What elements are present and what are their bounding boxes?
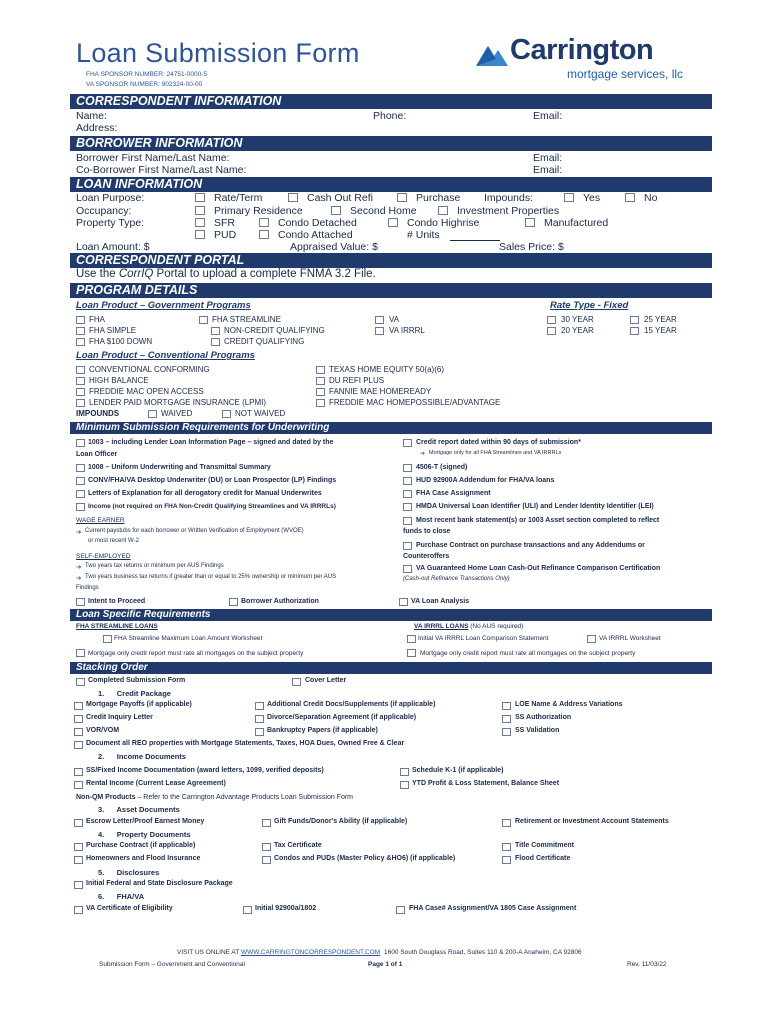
purchase-contract-checkbox[interactable]: [403, 542, 412, 550]
va-worksheet-label: VA IRRRL Worksheet: [599, 635, 661, 642]
non-qm-text: – Refer to the Carrington Advantage Products Loan Submission Form: [135, 794, 354, 801]
units-underline[interactable]: [450, 240, 500, 241]
non-qm-title: Non-QM Products: [76, 794, 136, 801]
tax-cert-checkbox[interactable]: [262, 843, 271, 851]
loe-label: Letters of Explanation for all derogatory credit for Manual Underwrites: [88, 490, 322, 497]
borrower-heading: BORROWER INFORMATION: [70, 136, 712, 151]
credit-report-label: Credit report dated within 90 days of submission*: [416, 439, 581, 446]
initial-disclosure-label: Initial Federal and State Disclosure Package: [86, 880, 233, 887]
purchase-checkbox[interactable]: [397, 193, 407, 202]
reo-label: Document all REO properties with Mortgage Statements, Taxes, HOA Dues, Owned Free & Clear: [86, 740, 405, 747]
va-cert-checkbox[interactable]: [74, 906, 83, 914]
conv-conforming-label: CONVENTIONAL CONFORMING: [89, 365, 210, 374]
portal-name: CorrIQ: [118, 268, 154, 280]
condos-checkbox[interactable]: [262, 856, 271, 864]
correspondent-phone-label: Phone:: [373, 110, 407, 122]
footer-visit: [177, 949, 380, 956]
1003-label: 1003 – including Lender Loan Information Page – signed and dated by the: [88, 439, 334, 446]
homeowners-label: Homeowners and Flood Insurance: [86, 855, 201, 862]
pud-checkbox[interactable]: [195, 230, 205, 239]
va-irrrl-checkbox[interactable]: [375, 327, 384, 335]
credit-report-checkbox[interactable]: [403, 439, 412, 447]
co-borrower-email-label: Email:: [533, 164, 563, 176]
impounds-program-label: IMPOUNDS: [76, 409, 120, 418]
freddie-access-checkbox[interactable]: [76, 388, 85, 396]
footer-address: 1600 South Douglass Road, Suites 110 & 200-A Anaheim, CA 92806: [384, 949, 582, 956]
correspondent-heading: CORRESPONDENT INFORMATION: [70, 94, 712, 109]
homeready-label: FANNIE MAE HOMEREADY: [329, 387, 432, 396]
1003-label-cont: Loan Officer: [76, 451, 118, 458]
footer-form-name: Submission Form – Government and Conventional: [99, 961, 245, 968]
credit-inquiry-checkbox[interactable]: [74, 715, 83, 723]
portal-text-post: Portal to upload a complete FNMA 3.2 File.: [153, 268, 376, 280]
ss-auth-checkbox[interactable]: [502, 715, 511, 723]
15-year-label: 15 YEAR: [644, 326, 677, 335]
ss-auth-label: SS Authorization: [515, 714, 572, 721]
initial-929-label: Initial 92900a/1802: [255, 905, 317, 912]
bank-statement-label-cont: funds to close: [403, 528, 451, 535]
va-comparison-note: (Cash-out Refinance Transactions Only): [403, 576, 510, 582]
wage-item-2: or most recent W-2: [88, 538, 139, 544]
15-year-checkbox[interactable]: [630, 327, 639, 335]
manufactured-checkbox[interactable]: [525, 218, 535, 227]
30-year-checkbox[interactable]: [547, 316, 556, 324]
wage-item-1: Current paystubs for each borrower or Written Verification of Employment (WVOE): [85, 528, 304, 534]
income-documents-heading: 2. Income Documents: [98, 752, 186, 761]
logo-name: Carrington: [510, 34, 654, 66]
du-refi-label: DU REFI PLUS: [329, 376, 385, 385]
title-commitment-label: Title Commitment: [515, 842, 574, 849]
purchase-contract-stack-label: Purchase Contract (if applicable): [86, 842, 196, 849]
footer-revision: Rev. 11/03/22: [627, 961, 667, 968]
hmda-label: HMDA Universal Loan Identifier (ULI) and Lender Identity Identifier (LEI): [416, 503, 654, 510]
cash-out-checkbox[interactable]: [288, 193, 298, 202]
hmda-checkbox[interactable]: [403, 503, 412, 511]
4506t-checkbox[interactable]: [403, 464, 412, 472]
loe-name-checkbox[interactable]: [502, 702, 511, 710]
logo-subtitle: mortgage services, llc: [567, 67, 684, 81]
fha-case-label: FHA Case Assignment: [416, 490, 491, 497]
va-comparison-label: VA Guaranteed Home Loan Cash-Out Refinance Comparison Certification: [416, 565, 661, 572]
arrow-right-icon: ➔: [420, 451, 426, 457]
lpmi-label: LENDER PAID MORTGAGE INSURANCE (LPMI): [89, 398, 267, 407]
condo-detached-checkbox[interactable]: [259, 218, 269, 227]
program-details-heading: PROGRAM DETAILS: [70, 283, 712, 298]
wage-earner-heading: WAGE EARNER: [76, 517, 125, 524]
fha-va-heading: 6. FHA/VA: [98, 892, 145, 901]
fha-streamline-loans-heading: FHA STREAMLINE LOANS: [76, 623, 158, 630]
fha-streamline-checkbox[interactable]: [199, 316, 208, 324]
impounds-no-checkbox[interactable]: [625, 193, 635, 202]
du-lp-checkbox[interactable]: [76, 477, 85, 485]
non-credit-label: NON-CREDIT QUALIFYING: [224, 326, 325, 335]
bankruptcy-label: Bankruptcy Papers (if applicable): [267, 727, 378, 734]
homepossible-checkbox[interactable]: [316, 399, 325, 407]
divorce-label: Divorce/Separation Agreement (if applicable): [267, 714, 417, 721]
pud-label: PUD: [214, 229, 237, 241]
not-waived-label: NOT WAIVED: [235, 409, 286, 418]
loan-amount-label: Loan Amount: $: [76, 241, 150, 253]
investment-label: Investment Properties: [457, 205, 560, 217]
30-year-label: 30 YEAR: [561, 315, 594, 324]
tax-cert-label: Tax Certificate: [274, 842, 322, 849]
hud-label: HUD 92900A Addendum for FHA/VA loans: [416, 477, 555, 484]
texas-label: TEXAS HOME EQUITY 50(a)(6): [329, 365, 444, 374]
ss-fixed-checkbox[interactable]: [74, 768, 83, 776]
completed-form-checkbox[interactable]: [76, 678, 85, 686]
credit-qualifying-label: CREDIT QUALIFYING: [224, 337, 305, 346]
va-irrrl-label: VA IRRRL: [389, 326, 425, 335]
credit-package-heading: 1. Credit Package: [98, 689, 171, 698]
condo-attached-checkbox[interactable]: [259, 230, 269, 239]
loan-purpose-label: Loan Purpose:: [76, 192, 145, 204]
condo-detached-label: Condo Detached: [278, 217, 357, 229]
second-home-checkbox[interactable]: [331, 206, 341, 215]
correspondent-address-label: Address:: [76, 122, 118, 134]
portal-heading: CORRESPONDENT PORTAL: [70, 253, 712, 268]
footer-visit-text: VISIT US ONLINE AT: [177, 949, 241, 956]
25-year-label: 25 YEAR: [644, 315, 677, 324]
lpmi-checkbox[interactable]: [76, 399, 85, 407]
va-checkbox[interactable]: [375, 316, 384, 324]
fha-simple-checkbox[interactable]: [76, 327, 85, 335]
condos-label: Condos and PUDs (Master Policy &HO6) (if applicable): [274, 855, 456, 862]
25-year-checkbox[interactable]: [630, 316, 639, 324]
appraised-value-label: Appraised Value: $: [290, 241, 378, 253]
condo-attached-label: Condo Attached: [278, 229, 353, 241]
loan-specific-heading: Loan Specific Requirements: [70, 609, 712, 621]
investment-checkbox[interactable]: [438, 206, 448, 215]
income-label: Income (not required on FHA Non-Credit Qualifying Streamlines and VA IRRRLs): [88, 503, 336, 510]
cover-letter-label: Cover Letter: [305, 677, 347, 684]
underwriting-heading: Minimum Submission Requirements for Underwriting: [70, 422, 712, 434]
high-balance-checkbox[interactable]: [76, 377, 85, 385]
1008-label: 1008 – Uniform Underwriting and Transmittal Summary: [88, 464, 271, 471]
credit-report-note: Mortgage only for all FHA Streamlines and VA IRRRLs: [429, 450, 562, 456]
initial-929-checkbox[interactable]: [243, 906, 252, 914]
gift-funds-checkbox[interactable]: [262, 819, 271, 827]
fha-streamline-label: FHA STREAMLINE: [212, 315, 281, 324]
correspondent-email-label: Email:: [533, 110, 563, 122]
co-borrower-name-label: Co-Borrower First Name/Last Name:: [76, 164, 247, 176]
reo-checkbox[interactable]: [74, 741, 83, 749]
arrow-right-icon: ➔: [76, 564, 82, 571]
intent-label: Intent to Proceed: [88, 598, 146, 605]
portal-text-pre: Use the: [76, 268, 119, 280]
va-worksheet-checkbox[interactable]: [587, 635, 596, 643]
20-year-label: 20 YEAR: [561, 326, 594, 335]
bankruptcy-checkbox[interactable]: [255, 728, 264, 736]
self-employed-heading: SELF-EMPLOYED: [76, 553, 131, 560]
additional-credit-label: Additional Credit Docs/Supplements (if applicable): [267, 701, 436, 708]
du-refi-checkbox[interactable]: [316, 377, 325, 385]
fha-case-assignment-label: FHA Case# Assignment/VA 1805 Case Assignment: [409, 905, 577, 912]
income-checkbox[interactable]: [76, 503, 85, 511]
second-home-label: Second Home: [350, 205, 417, 217]
sfr-checkbox[interactable]: [195, 218, 205, 227]
k1-checkbox[interactable]: [400, 768, 409, 776]
fha-case-checkbox[interactable]: [403, 490, 412, 498]
non-qm-note: [76, 794, 353, 801]
va-analysis-checkbox[interactable]: [399, 598, 408, 606]
sfr-label: SFR: [214, 217, 235, 229]
du-lp-label: CONV/FHA/VA Desktop Underwriter (DU) or Loan Prospector (LP) Findings: [88, 477, 337, 484]
va-mortgage-only-checkbox[interactable]: [407, 649, 416, 657]
credit-inquiry-label: Credit Inquiry Letter: [86, 714, 153, 721]
fha-mortgage-only-checkbox[interactable]: [76, 649, 85, 657]
loe-name-label: LOE Name & Address Variations: [515, 701, 623, 708]
portal-instructions: [76, 268, 376, 280]
gov-programs-heading: Loan Product – Government Programs: [76, 300, 251, 311]
loe-checkbox[interactable]: [76, 490, 85, 498]
high-balance-label: HIGH BALANCE: [89, 376, 149, 385]
mortgage-payoffs-label: Mortgage Payoffs (if applicable): [86, 701, 192, 708]
4506t-label: 4506-T (signed): [416, 464, 468, 471]
ytd-label: YTD Profit & Loss Statement, Balance Sheet: [412, 780, 560, 787]
arrow-right-icon: ➔: [76, 529, 82, 536]
condo-highrise-checkbox[interactable]: [388, 218, 398, 227]
va-sponsor-number: VA SPONSOR NUMBER: 902324-00-00: [86, 81, 203, 88]
self-item-1: Two years tax returns or minimum per AUS Findings: [85, 563, 224, 569]
manufactured-label: Manufactured: [544, 217, 609, 229]
self-item-3: Findings: [76, 585, 99, 591]
hud-checkbox[interactable]: [403, 477, 412, 485]
rate-term-label: Rate/Term: [214, 192, 263, 204]
purchase-contract-label-cont: Counteroffers: [403, 553, 450, 560]
intent-checkbox[interactable]: [76, 598, 85, 606]
va-cert-label: VA Certificate of Eligibility: [86, 905, 173, 912]
title-commitment-checkbox[interactable]: [502, 843, 511, 851]
ss-validation-checkbox[interactable]: [502, 728, 511, 736]
rental-label: Rental Income (Current Lease Agreement): [86, 780, 226, 787]
homeready-checkbox[interactable]: [316, 388, 325, 396]
cover-letter-checkbox[interactable]: [292, 678, 301, 686]
stacking-heading: Stacking Order: [70, 662, 712, 674]
bank-statement-label: Most recent bank statement(s) or 1003 Asset section completed to reflect: [416, 517, 660, 524]
purchase-label: Purchase: [416, 192, 461, 204]
purchase-contract-label: Purchase Contract on purchase transactions and any Addendums or: [416, 542, 645, 549]
completed-form-label: Completed Submission Form: [88, 677, 186, 684]
fha-label: FHA: [89, 315, 105, 324]
asset-documents-heading: 3. Asset Documents: [98, 805, 180, 814]
purchase-contract-stack-checkbox[interactable]: [74, 843, 83, 851]
borrower-auth-checkbox[interactable]: [229, 598, 238, 606]
va-comparison-checkbox[interactable]: [403, 565, 412, 573]
borrower-auth-label: Borrower Authorization: [241, 598, 319, 605]
va-analysis-label: VA Loan Analysis: [411, 598, 470, 605]
mortgage-payoffs-checkbox[interactable]: [74, 702, 83, 710]
1008-checkbox[interactable]: [76, 464, 85, 472]
fha-worksheet-checkbox[interactable]: [103, 635, 112, 643]
waived-checkbox[interactable]: [148, 410, 157, 418]
sales-price-label: Sales Price: $: [499, 241, 564, 253]
fha-checkbox[interactable]: [76, 316, 85, 324]
vor-label: VOR/VOM: [86, 727, 120, 734]
fha-worksheet-label: FHA Streamline Maximum Loan Amount Worksheet: [114, 635, 263, 642]
self-item-2: Two years business tax returns if greater than or equal to 25% ownership or minimum per AUS: [85, 574, 337, 580]
1003-checkbox[interactable]: [76, 439, 85, 447]
footer-url-link[interactable]: WWW.CARRINGTONCORRESPONDENT.COM: [240, 949, 381, 956]
retirement-label: Retirement or Investment Account Statements: [515, 818, 669, 825]
escrow-checkbox[interactable]: [74, 819, 83, 827]
flood-cert-checkbox[interactable]: [502, 856, 511, 864]
additional-credit-checkbox[interactable]: [255, 702, 264, 710]
va-mortgage-only-label: Mortgage only credit report must rate all mortgages on the subject property: [420, 650, 636, 657]
va-initial-checkbox[interactable]: [407, 635, 416, 643]
fha-sponsor-number: FHA SPONSOR NUMBER: 24751-0000-5: [86, 71, 208, 78]
condo-highrise-label: Condo Highrise: [407, 217, 480, 229]
primary-residence-checkbox[interactable]: [195, 206, 205, 215]
va-label: VA: [389, 315, 400, 324]
borrower-name-label: Borrower First Name/Last Name:: [76, 152, 230, 164]
arrow-right-icon: ➔: [76, 575, 82, 582]
freddie-access-label: FREDDIE MAC OPEN ACCESS: [89, 387, 204, 396]
k1-label: Schedule K-1 (if applicable): [412, 767, 504, 774]
rate-term-checkbox[interactable]: [195, 193, 205, 202]
credit-qualifying-checkbox[interactable]: [211, 338, 220, 346]
fha-case-assignment-checkbox[interactable]: [396, 906, 405, 914]
va-irrrl-loans-heading: [414, 623, 523, 630]
fha-mortgage-only-label: Mortgage only credit report must rate all mortgages on the subject property: [88, 650, 304, 657]
rental-checkbox[interactable]: [74, 781, 83, 789]
escrow-label: Escrow Letter/Proof Earnest Money: [86, 818, 205, 825]
fha-simple-label: FHA SIMPLE: [89, 326, 137, 335]
homepossible-label: FREDDIE MAC HOMEPOSSIBLE/ADVANTAGE: [329, 398, 501, 407]
conv-programs-heading: Loan Product – Conventional Programs: [76, 350, 255, 361]
waived-label: WAIVED: [161, 409, 193, 418]
impounds-yes-checkbox[interactable]: [564, 193, 574, 202]
disclosures-heading: 5. Disclosures: [98, 868, 160, 877]
page-title: Loan Submission Form: [76, 38, 360, 68]
loan-info-heading: LOAN INFORMATION: [70, 177, 712, 192]
fha-100-checkbox[interactable]: [76, 338, 85, 346]
correspondent-name-label: Name:: [76, 110, 107, 122]
texas-checkbox[interactable]: [316, 366, 325, 374]
ss-validation-label: SS Validation: [515, 727, 560, 734]
fha-100-label: FHA $100 DOWN: [89, 337, 153, 346]
retirement-checkbox[interactable]: [502, 819, 511, 827]
gift-funds-label: Gift Funds/Donor's Ability (if applicable): [274, 818, 408, 825]
va-irrrl-loans-title: VA IRRRL LOANS: [414, 623, 469, 630]
property-type-label: Property Type:: [76, 217, 145, 229]
divorce-checkbox[interactable]: [255, 715, 264, 723]
occupancy-label: Occupancy:: [76, 205, 132, 217]
initial-disclosure-checkbox[interactable]: [74, 881, 83, 889]
footer-page: Page 1 of 1: [368, 961, 403, 968]
va-initial-label: Initial VA IRRRL Loan Comparison Statement: [418, 635, 549, 642]
va-irrrl-loans-note: (No AUS required): [468, 623, 524, 630]
bank-statement-checkbox[interactable]: [403, 517, 412, 525]
impounds-label: Impounds:: [484, 192, 534, 204]
conv-conforming-checkbox[interactable]: [76, 366, 85, 374]
units-label: # Units: [407, 229, 440, 241]
impounds-yes-label: Yes: [583, 192, 601, 204]
20-year-checkbox[interactable]: [547, 327, 556, 335]
flood-cert-label: Flood Certificate: [515, 855, 571, 862]
impounds-no-label: No: [644, 192, 658, 204]
rate-type-heading: Rate Type - Fixed: [550, 300, 629, 311]
non-credit-checkbox[interactable]: [211, 327, 220, 335]
ss-fixed-label: SS/Fixed Income Documentation (award letters, 1099, verified deposits): [86, 767, 324, 774]
homeowners-checkbox[interactable]: [74, 856, 83, 864]
not-waived-checkbox[interactable]: [222, 410, 231, 418]
primary-residence-label: Primary Residence: [214, 205, 303, 217]
carrington-logo-icon: [476, 40, 508, 66]
cash-out-label: Cash Out Refi: [307, 192, 373, 204]
borrower-email-label: Email:: [533, 152, 563, 164]
ytd-checkbox[interactable]: [400, 781, 409, 789]
property-documents-heading: 4. Property Documents: [98, 830, 191, 839]
vor-checkbox[interactable]: [74, 728, 83, 736]
